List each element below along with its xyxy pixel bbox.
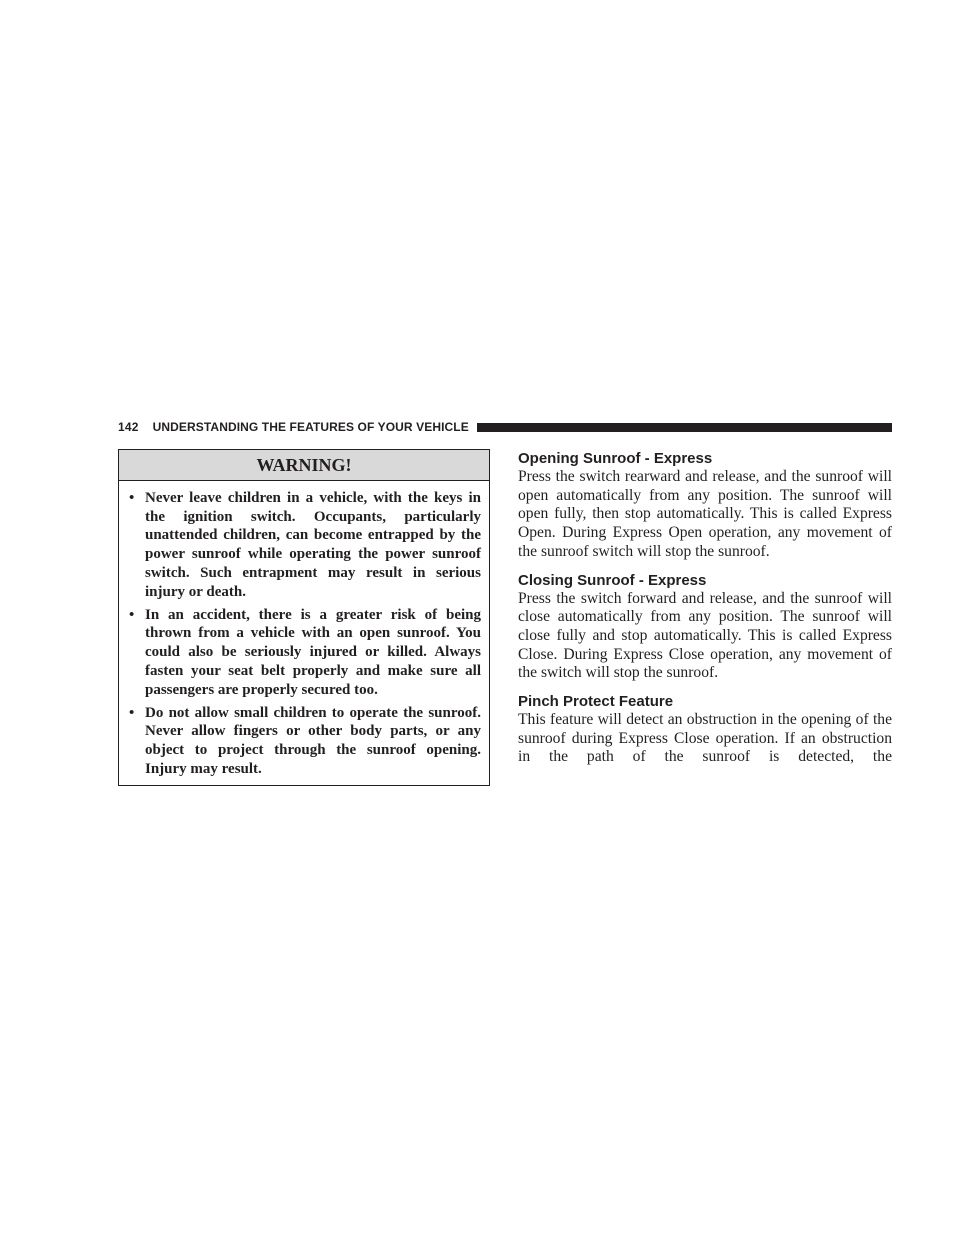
warning-list	[119, 481, 489, 779]
page-header	[118, 419, 892, 435]
warning-item-text: Never leave children in a vehicle, with the keys in the ignition switch. Occupants, particularly unattended children, can become entrapped by the power sunroof while operating the power sunroof switch. Such entrapment may result in serious injury or death.	[145, 490, 481, 600]
main-text-column	[518, 449, 892, 776]
running-head: UNDERSTANDING THE FEATURES OF YOUR VEHICLE	[152, 420, 469, 434]
section-body-opening-express: Press the switch rearward and release, and the sunroof will open automatically from any position. The sunroof will open fully, then stop automatically. This is called Express Open. During Express Open operation, any movement of the sunroof switch will stop the sunroof.	[518, 468, 892, 560]
section-body-pinch-protect: This feature will detect an obstruction in the opening of the sunroof during Express Close operation. If an obstruction in the path of the sunroof is detected, the	[518, 711, 892, 766]
warning-item-text: In an accident, there is a greater risk of being thrown from a vehicle with an open sunroof. You could also be seriously injured or killed. Always fasten your seat belt properly and make sure all passengers are properly secured too.	[145, 606, 481, 698]
warning-item	[127, 489, 481, 601]
section-heading-pinch-protect: Pinch Protect Feature	[518, 693, 674, 711]
section-heading-opening-express: Opening Sunroof - Express	[518, 450, 713, 467]
section-heading-closing-express: Closing Sunroof - Express	[518, 571, 707, 589]
warning-item-text: Do not allow small children to operate the sunroof. Never allow fingers or other body parts, or any object to project through the sunroof opening. Injury may result.	[145, 704, 481, 777]
section-body-closing-express: Press the switch forward and release, and the sunroof will close automatically from any position. The sunroof will close fully and stop automatically. This is called Express Close. During Express Close operation, any movement of the switch will stop the sunroof.	[518, 589, 892, 682]
warning-box	[118, 449, 490, 786]
bullet-icon: •	[129, 606, 135, 623]
warning-title: WARNING!	[119, 450, 489, 481]
page-number: 142	[118, 420, 139, 434]
bullet-icon: •	[129, 490, 135, 506]
bullet-icon: •	[129, 704, 135, 721]
header-rule	[477, 423, 892, 432]
warning-item	[127, 606, 481, 700]
warning-item	[127, 704, 481, 779]
